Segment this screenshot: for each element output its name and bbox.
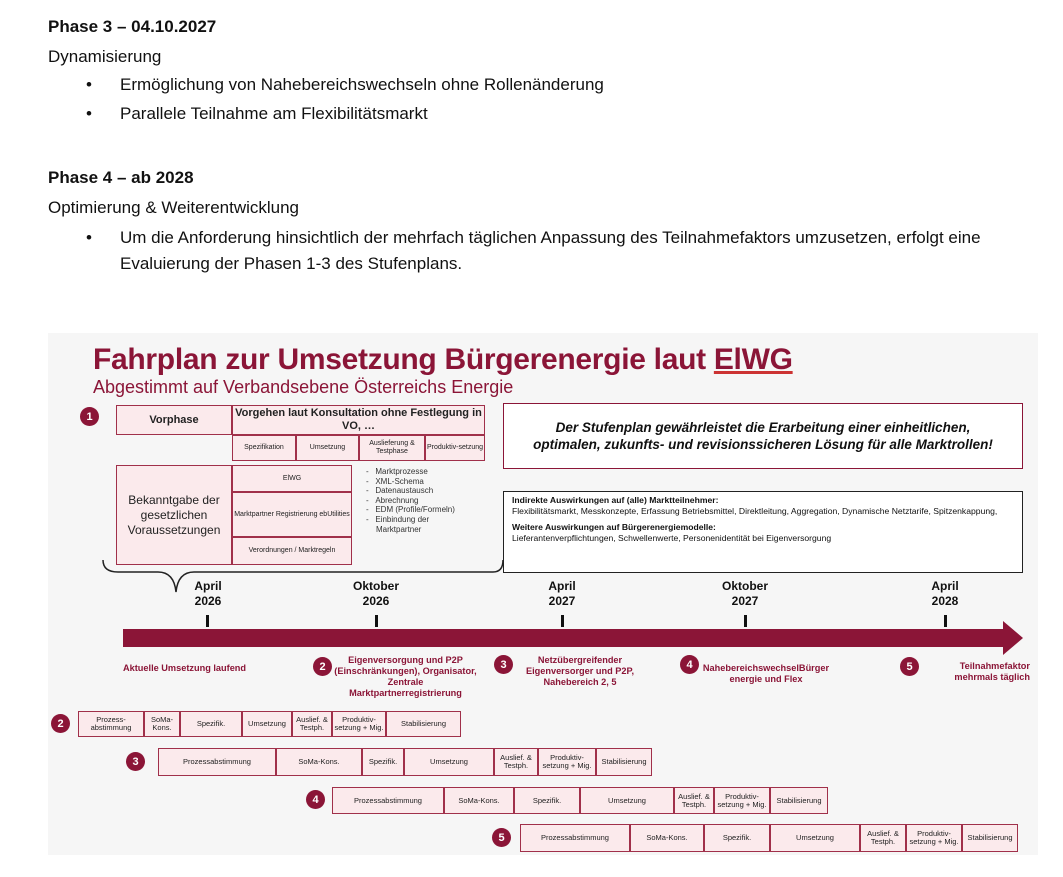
timeline-tick	[744, 615, 747, 627]
stage-box: Stabilisierung	[770, 787, 828, 814]
stage-box: Prozess-abstimmung	[78, 711, 144, 737]
stage-box: Stabilisierung	[962, 824, 1018, 852]
stage-box: Produktiv-setzung + Mig.	[714, 787, 770, 814]
timeline-arrow-head	[1003, 621, 1023, 655]
process-list: - Marktprozesse - XML-Schema - Datenaustausch - Abrechnung - EDM (Profile/Formeln) - Einbindung der Marktpartner	[366, 467, 455, 534]
stage-box: Umsetzung	[242, 711, 292, 737]
stage-box: Auslief. & Testph.	[674, 787, 714, 814]
timeline-tick	[206, 615, 209, 627]
impact-text-2: Lieferantenverpflichtungen, Schwellenwerte, Personenidentität bei Eigenversorgung	[512, 532, 832, 543]
timeline-tick	[375, 615, 378, 627]
registration-box: Marktpartner Registrierung ebUtilities	[232, 492, 352, 537]
stage-box: Prozessabstimmung	[332, 787, 444, 814]
roadmap-figure	[48, 333, 1038, 855]
stage-box: Prozessabstimmung	[158, 748, 276, 776]
timeline-arrow	[123, 629, 1003, 647]
stage-box: Spezifik.	[704, 824, 770, 852]
stage-box: Spezifik.	[362, 748, 404, 776]
step-box: Umsetzung	[296, 435, 359, 461]
stage-box: Auslief. & Testph.	[860, 824, 906, 852]
phase4-bullet: • Um die Anforderung hinsichtlich der mehrfach täglichen Anpassung des Teilnahmefaktors umzusetzen, erfolgt eine Evaluierung der Phasen 1-3 des Stufenplans.	[48, 225, 988, 277]
stage-box: Stabilisierung	[386, 711, 461, 737]
stage-box: Auslief. & Testph.	[292, 711, 332, 737]
step-box: Produktiv-setzung	[425, 435, 485, 461]
phase-marker-4: 4	[680, 655, 699, 674]
phase4-title: Phase 4 – ab 2028	[48, 168, 194, 187]
phase-marker-1: 1	[80, 407, 99, 426]
impact-heading-1: Indirekte Auswirkungen auf (alle) Marktteilnehmer:	[512, 495, 719, 505]
stage-box: Produktiv-setzung + Mig.	[332, 711, 386, 737]
phase-marker-2: 2	[51, 714, 70, 733]
milestone-current: Aktuelle Umsetzung laufend	[123, 663, 247, 673]
impact-heading-2: Weitere Auswirkungen auf Bürgerenergiemodelle:	[512, 522, 716, 532]
phase3-bullet: • Parallele Teilnahme am Flexibilitätsmarkt	[48, 101, 1008, 127]
stage-box: Produktiv-setzung + Mig.	[538, 748, 596, 776]
milestone-2: Eigenversorgung und P2P (Einschränkungen), Organisator, Zentrale Marktpartnerregistrierung	[334, 655, 477, 698]
impact-text-1: Flexibilitätsmarkt, Messkonzepte, Erfassung Betriebsmittel, Direktleitung, Aggregation, Dynamische Netztarife, Spitzenkappung,	[512, 505, 998, 516]
stage-box: Spezifik.	[514, 787, 580, 814]
stage-box: SoMa-Kons.	[144, 711, 180, 737]
mission-statement: Der Stufenplan gewährleistet die Erarbeitung einer einheitlichen, optimalen, zukunfts- und revisionssicheren Lösung für alle Marktrollen!	[503, 403, 1023, 469]
timeline-tick	[561, 615, 564, 627]
phase-marker-3: 3	[126, 752, 145, 771]
timeline-date: Oktober 2026	[352, 579, 399, 608]
stage-box: SoMa-Kons.	[444, 787, 514, 814]
stage-box: Umsetzung	[770, 824, 860, 852]
timeline-date: April 2028	[931, 579, 959, 608]
milestone-5: Teilnahmefaktor mehrmals täglich	[954, 661, 1030, 682]
milestone-3: Netzübergreifender Eigenversorger und P2P, Nahebereich 2, 5	[525, 655, 635, 687]
phase-marker-5: 5	[900, 657, 919, 676]
phase-marker-2: 2	[313, 657, 332, 676]
phase3-title: Phase 3 – 04.10.2027	[48, 17, 217, 36]
milestone-4: NahebereichswechselBürger energie und Flex	[702, 663, 830, 684]
phase4-subtitle: Optimierung & Weiterentwicklung	[48, 198, 300, 217]
vorphase-box: Vorphase	[116, 405, 232, 435]
stage-box: Prozessabstimmung	[520, 824, 630, 852]
stage-box: Stabilisierung	[596, 748, 652, 776]
step-box: Spezifikation	[232, 435, 296, 461]
stage-box: SoMa-Kons.	[630, 824, 704, 852]
bekanntgabe-box: Bekanntgabe der gesetzlichen Voraussetzungen	[116, 465, 232, 565]
phase-marker-4: 4	[306, 790, 325, 809]
phase3-subtitle: Dynamisierung	[48, 47, 162, 66]
stage-box: Umsetzung	[404, 748, 494, 776]
figure-subtitle: Abgestimmt auf Verbandsebene Österreichs Energie	[93, 377, 514, 397]
stage-box: Spezifik.	[180, 711, 242, 737]
step-box: Auslieferung & Testphase	[359, 435, 425, 461]
bracket	[98, 558, 518, 598]
phase-marker-5: 5	[492, 828, 511, 847]
stage-box: SoMa-Kons.	[276, 748, 362, 776]
timeline-date: April 2026	[194, 579, 222, 608]
phase-marker-3: 3	[494, 655, 513, 674]
timeline-tick	[944, 615, 947, 627]
stage-box: Umsetzung	[580, 787, 674, 814]
stage-box: Auslief. & Testph.	[494, 748, 538, 776]
phase3-bullet: • Ermöglichung von Nahebereichswechseln ohne Rollenänderung	[48, 72, 1008, 98]
timeline-date: Oktober 2027	[721, 579, 768, 608]
konsultation-box: Vorgehen laut Konsultation ohne Festlegung in VO, …	[232, 405, 485, 435]
stage-box: Produktiv-setzung + Mig.	[906, 824, 962, 852]
timeline-date: April 2027	[548, 579, 576, 608]
figure-title: Fahrplan zur Umsetzung Bürgerenergie laut ElWG	[93, 343, 793, 376]
impact-box	[503, 491, 1023, 573]
regulations-box: Verordnungen / Marktregeln	[232, 537, 352, 565]
elwg-box: ElWG	[232, 465, 352, 492]
